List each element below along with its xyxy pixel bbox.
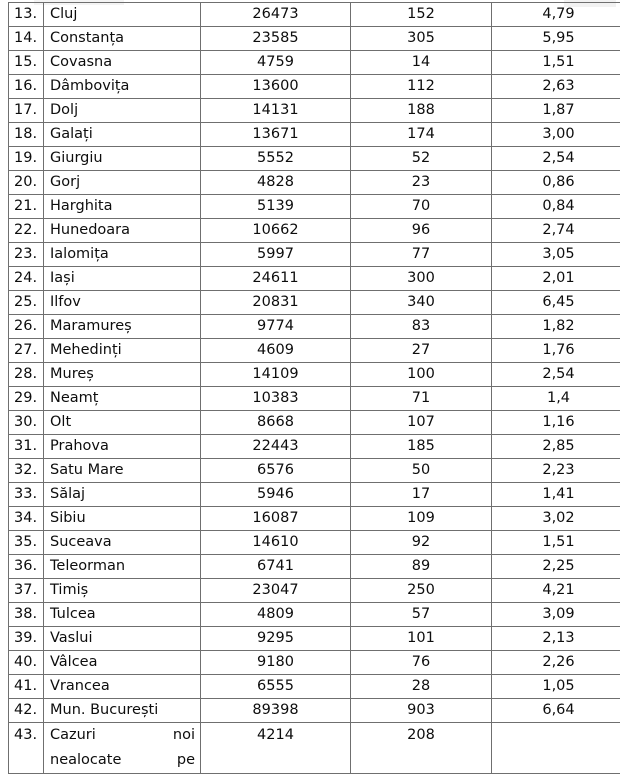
- row-index-cell: 34.: [9, 507, 44, 531]
- row-index-cell: 13.: [9, 3, 44, 27]
- unallocated-label: [50, 723, 200, 773]
- row-index-cell: 30.: [9, 411, 44, 435]
- county-name-cell: Mun. București: [44, 699, 201, 723]
- total-cases-cell: 6555: [201, 675, 351, 699]
- new-cases-cell: 71: [351, 387, 492, 411]
- table-row: [9, 27, 620, 51]
- new-cases-cell: 96: [351, 219, 492, 243]
- new-cases-cell: 57: [351, 603, 492, 627]
- county-name-cell: Cluj: [44, 3, 201, 27]
- total-cases-cell: 16087: [201, 507, 351, 531]
- incidence-rate-cell: 2,74: [492, 219, 620, 243]
- total-cases-cell: 8668: [201, 411, 351, 435]
- incidence-rate-cell: 2,13: [492, 627, 620, 651]
- row-index-cell: 24.: [9, 267, 44, 291]
- table-row: [9, 171, 620, 195]
- row-index-cell: 42.: [9, 699, 44, 723]
- county-name-cell: Teleorman: [44, 555, 201, 579]
- new-cases-cell: 92: [351, 531, 492, 555]
- total-cases-cell: 14610: [201, 531, 351, 555]
- total-cases-cell: 9295: [201, 627, 351, 651]
- incidence-rate-cell: 1,51: [492, 531, 620, 555]
- table-row: [9, 603, 620, 627]
- incidence-rate-cell: 2,23: [492, 459, 620, 483]
- row-index-cell: 21.: [9, 195, 44, 219]
- row-index-cell: 33.: [9, 483, 44, 507]
- county-name-cell: Galați: [44, 123, 201, 147]
- incidence-rate-cell: 1,4: [492, 387, 620, 411]
- table-row: [9, 411, 620, 435]
- table-row: [9, 219, 620, 243]
- total-cases-cell: 24611: [201, 267, 351, 291]
- new-cases-cell: 77: [351, 243, 492, 267]
- county-name-cell: Sibiu: [44, 507, 201, 531]
- table-row: [9, 675, 620, 699]
- table-row: [9, 75, 620, 99]
- total-cases-cell: 6576: [201, 459, 351, 483]
- county-name-cell: Maramureș: [44, 315, 201, 339]
- incidence-rate-cell: 3,09: [492, 603, 620, 627]
- new-cases-cell: 14: [351, 51, 492, 75]
- new-cases-cell: 340: [351, 291, 492, 315]
- new-cases-cell: 76: [351, 651, 492, 675]
- row-index-cell: 19.: [9, 147, 44, 171]
- unallocated-word-4: pe: [177, 752, 195, 768]
- incidence-rate-cell: 6,64: [492, 699, 620, 723]
- row-index-cell: 23.: [9, 243, 44, 267]
- table-row: [9, 459, 620, 483]
- new-cases-cell: 28: [351, 675, 492, 699]
- incidence-rate-cell: 5,95: [492, 27, 620, 51]
- table-row: [9, 555, 620, 579]
- county-name-cell: Dolj: [44, 99, 201, 123]
- table-row: [9, 531, 620, 555]
- total-cases-cell: 23047: [201, 579, 351, 603]
- new-cases-cell: 52: [351, 147, 492, 171]
- total-cases-cell: 10383: [201, 387, 351, 411]
- new-cases-cell: 23: [351, 171, 492, 195]
- total-cases-cell: 9180: [201, 651, 351, 675]
- incidence-rate-cell: 1,87: [492, 99, 620, 123]
- county-name-cell: Mureș: [44, 363, 201, 387]
- table-row: [9, 51, 620, 75]
- incidence-rate-cell: 4,79: [492, 3, 620, 27]
- incidence-rate-cell: 2,85: [492, 435, 620, 459]
- county-cases-table: [8, 2, 620, 774]
- table-row: [9, 435, 620, 459]
- unallocated-word-1: Cazuri: [50, 727, 96, 743]
- table-row: [9, 483, 620, 507]
- table-row: [9, 123, 620, 147]
- new-cases-cell: 50: [351, 459, 492, 483]
- total-cases-cell: 9774: [201, 315, 351, 339]
- incidence-rate-cell: 1,82: [492, 315, 620, 339]
- new-cases-cell: 83: [351, 315, 492, 339]
- new-cases-cell: 305: [351, 27, 492, 51]
- county-name-cell: Iași: [44, 267, 201, 291]
- unallocated-word-3: nealocate: [50, 752, 121, 768]
- county-name-cell: Suceava: [44, 531, 201, 555]
- new-cases-cell: 89: [351, 555, 492, 579]
- row-index-cell: 28.: [9, 363, 44, 387]
- county-name-cell: Ialomița: [44, 243, 201, 267]
- row-index-cell: 27.: [9, 339, 44, 363]
- incidence-rate-cell: 0,84: [492, 195, 620, 219]
- row-index-cell: 29.: [9, 387, 44, 411]
- county-name-cell: Dâmbovița: [44, 75, 201, 99]
- row-index-cell: 32.: [9, 459, 44, 483]
- total-cases-cell: 20831: [201, 291, 351, 315]
- total-cases-cell: 14109: [201, 363, 351, 387]
- incidence-rate-cell: 2,25: [492, 555, 620, 579]
- table-row: [9, 363, 620, 387]
- total-cases-cell: 13600: [201, 75, 351, 99]
- total-cases-cell: 4759: [201, 51, 351, 75]
- county-name-cell: Constanța: [44, 27, 201, 51]
- county-name-cell: Mehedinți: [44, 339, 201, 363]
- county-name-cell: Timiș: [44, 579, 201, 603]
- row-index-cell: 25.: [9, 291, 44, 315]
- incidence-rate-cell: 2,54: [492, 363, 620, 387]
- table-row: [9, 651, 620, 675]
- total-cases-cell: 5552: [201, 147, 351, 171]
- table-row-unallocated: [9, 723, 620, 774]
- row-index-cell: 15.: [9, 51, 44, 75]
- new-cases-cell: 27: [351, 339, 492, 363]
- incidence-rate-cell: 3,00: [492, 123, 620, 147]
- table-body: [9, 3, 620, 774]
- total-cases-cell: 26473: [201, 3, 351, 27]
- new-cases-cell: 17: [351, 483, 492, 507]
- table-row: [9, 291, 620, 315]
- incidence-rate-cell: 4,21: [492, 579, 620, 603]
- row-index-cell: 41.: [9, 675, 44, 699]
- county-name-cell: Giurgiu: [44, 147, 201, 171]
- new-cases-cell: 112: [351, 75, 492, 99]
- incidence-rate-cell: 1,41: [492, 483, 620, 507]
- county-name-cell: Tulcea: [44, 603, 201, 627]
- row-index-cell: 36.: [9, 555, 44, 579]
- county-name-cell: Vaslui: [44, 627, 201, 651]
- table-row: [9, 99, 620, 123]
- row-index-cell: 38.: [9, 603, 44, 627]
- county-name-cell: Neamț: [44, 387, 201, 411]
- row-index-cell: 35.: [9, 531, 44, 555]
- total-cases-cell: 4609: [201, 339, 351, 363]
- table-row: [9, 315, 620, 339]
- incidence-rate-cell: 6,45: [492, 291, 620, 315]
- row-index-cell: 40.: [9, 651, 44, 675]
- incidence-rate-cell: 2,63: [492, 75, 620, 99]
- row-index-cell: 37.: [9, 579, 44, 603]
- table-row: [9, 627, 620, 651]
- new-cases-cell: 101: [351, 627, 492, 651]
- incidence-rate-cell: 1,76: [492, 339, 620, 363]
- row-index-cell: 39.: [9, 627, 44, 651]
- county-name-cell: Satu Mare: [44, 459, 201, 483]
- new-cases-cell: 174: [351, 123, 492, 147]
- total-cases-cell: 5997: [201, 243, 351, 267]
- total-cases-cell: 10662: [201, 219, 351, 243]
- incidence-rate-cell: 1,16: [492, 411, 620, 435]
- new-cases-cell: 300: [351, 267, 492, 291]
- new-cases-cell: 100: [351, 363, 492, 387]
- row-index-cell: 31.: [9, 435, 44, 459]
- new-cases-cell: 208: [351, 723, 492, 774]
- table-row: [9, 507, 620, 531]
- incidence-rate-cell: 3,05: [492, 243, 620, 267]
- new-cases-cell: 70: [351, 195, 492, 219]
- table-row: [9, 243, 620, 267]
- row-index-cell: 16.: [9, 75, 44, 99]
- new-cases-cell: 107: [351, 411, 492, 435]
- total-cases-cell: 6741: [201, 555, 351, 579]
- county-name-cell: Hunedoara: [44, 219, 201, 243]
- county-name-cell: Vrancea: [44, 675, 201, 699]
- row-index-cell: 26.: [9, 315, 44, 339]
- county-name-cell: Vâlcea: [44, 651, 201, 675]
- table-row: [9, 339, 620, 363]
- incidence-rate-cell: 0,86: [492, 171, 620, 195]
- row-index-cell: 14.: [9, 27, 44, 51]
- row-index-cell: 17.: [9, 99, 44, 123]
- row-index-cell: 18.: [9, 123, 44, 147]
- total-cases-cell: 5139: [201, 195, 351, 219]
- incidence-rate-cell: 1,05: [492, 675, 620, 699]
- incidence-rate-cell: [492, 723, 620, 774]
- table-row: [9, 147, 620, 171]
- new-cases-cell: 185: [351, 435, 492, 459]
- new-cases-cell: 152: [351, 3, 492, 27]
- total-cases-cell: 14131: [201, 99, 351, 123]
- incidence-rate-cell: 2,01: [492, 267, 620, 291]
- incidence-rate-cell: 1,51: [492, 51, 620, 75]
- table-row: [9, 267, 620, 291]
- total-cases-cell: 23585: [201, 27, 351, 51]
- table-row: [9, 3, 620, 27]
- new-cases-cell: 250: [351, 579, 492, 603]
- new-cases-cell: 109: [351, 507, 492, 531]
- incidence-rate-cell: 3,02: [492, 507, 620, 531]
- county-name-cell: Olt: [44, 411, 201, 435]
- table-row: [9, 579, 620, 603]
- table-row: [9, 699, 620, 723]
- total-cases-cell: 5946: [201, 483, 351, 507]
- row-index-cell: 22.: [9, 219, 44, 243]
- county-name-cell: Gorj: [44, 171, 201, 195]
- new-cases-cell: 903: [351, 699, 492, 723]
- row-index-cell: 43.: [9, 723, 44, 774]
- total-cases-cell: 4828: [201, 171, 351, 195]
- table-row: [9, 387, 620, 411]
- county-name-cell: [44, 723, 201, 774]
- incidence-rate-cell: 2,26: [492, 651, 620, 675]
- total-cases-cell: 89398: [201, 699, 351, 723]
- county-name-cell: Sălaj: [44, 483, 201, 507]
- incidence-rate-cell: 2,54: [492, 147, 620, 171]
- total-cases-cell: 22443: [201, 435, 351, 459]
- unallocated-word-2: noi: [173, 727, 195, 743]
- county-name-cell: Covasna: [44, 51, 201, 75]
- total-cases-cell: 13671: [201, 123, 351, 147]
- county-name-cell: Harghita: [44, 195, 201, 219]
- county-name-cell: Prahova: [44, 435, 201, 459]
- row-index-cell: 20.: [9, 171, 44, 195]
- county-name-cell: Ilfov: [44, 291, 201, 315]
- total-cases-cell: 4214: [201, 723, 351, 774]
- table-row: [9, 195, 620, 219]
- new-cases-cell: 188: [351, 99, 492, 123]
- total-cases-cell: 4809: [201, 603, 351, 627]
